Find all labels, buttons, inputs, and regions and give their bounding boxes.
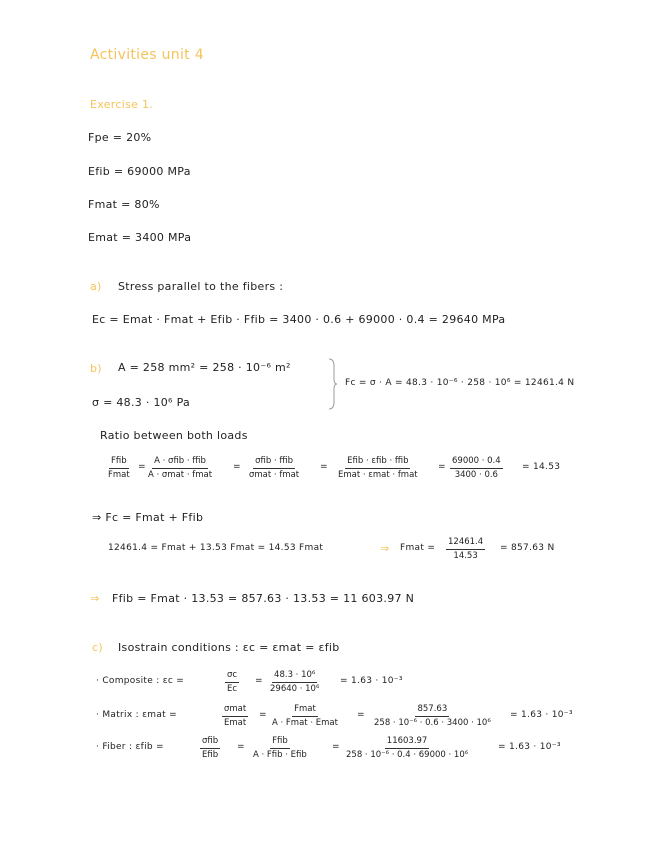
equals-sign: =: [259, 710, 267, 720]
composite-num: σc: [225, 670, 239, 683]
composite-label: · Composite : εc =: [96, 676, 185, 686]
matrix-fraction-3: [372, 704, 493, 729]
equals-sign: =: [320, 462, 328, 472]
part-b-area: A = 258 mm² = 258 · 10⁻⁶ m²: [118, 361, 291, 374]
fiber-label: · Fiber : εfib =: [96, 742, 164, 752]
ratio-f2-den: A · σmat · fmat: [148, 470, 213, 480]
ratio-f5-num: 69000 · 0.4: [450, 456, 503, 469]
part-c-heading: Isostrain conditions : εc = εmat = εfib: [118, 641, 340, 654]
ratio-fraction-4: [336, 456, 420, 481]
part-a-equation: Ec = Emat · Fmat + Efib · Ffib = 3400 · 0.6 + 69000 · 0.4 = 29640 MPa: [92, 313, 506, 326]
part-a-label: a): [90, 280, 102, 293]
matrix-num: σmat: [222, 704, 248, 717]
arrow-icon: ⇒: [90, 592, 100, 605]
composite-num2: 48.3 · 10⁶: [272, 670, 317, 683]
fiber-fraction-3: [344, 736, 470, 761]
part-b-label: b): [90, 362, 102, 375]
matrix-den2: A · Fmat · Emat: [272, 718, 338, 728]
fiber-num2: Ffib: [270, 736, 290, 749]
ratio-f5-den: 3400 · 0.6: [454, 470, 498, 480]
brace-icon: [327, 358, 337, 410]
fiber-num: σfib: [200, 736, 220, 749]
composite-fraction-1: [225, 670, 239, 695]
fiber-fraction-1: [200, 736, 220, 761]
part-a-heading: Stress parallel to the fibers :: [118, 280, 284, 293]
solve-den: 14.53: [453, 551, 478, 561]
equals-sign: =: [237, 742, 245, 752]
ratio-f2-num: A · σfib · ffib: [152, 456, 208, 469]
arrow-icon: ⇒: [380, 542, 390, 555]
equals-sign: =: [233, 462, 241, 472]
solve-result: = 857.63 N: [500, 543, 555, 553]
ratio-fraction-2: [146, 456, 214, 481]
ratio-result: = 14.53: [522, 462, 561, 472]
part-c-label: c): [92, 641, 103, 654]
ratio-f4-num: Efib · εfib · ffib: [345, 456, 410, 469]
matrix-label: · Matrix : εmat =: [96, 710, 177, 720]
matrix-fraction-2: [270, 704, 340, 729]
composite-den: Ec: [227, 684, 238, 694]
equals-sign: =: [357, 710, 365, 720]
fiber-num3: 11603.97: [385, 736, 430, 749]
fiber-result: = 1.63 · 10⁻³: [498, 742, 561, 752]
matrix-den: Emat: [224, 718, 247, 728]
equals-sign: =: [332, 742, 340, 752]
matrix-fraction-1: [222, 704, 248, 729]
solve-num: 12461.4: [446, 537, 485, 550]
matrix-num2: Fmat: [292, 704, 318, 717]
equals-sign: =: [138, 462, 146, 472]
composite-fraction-2: [268, 670, 321, 695]
ratio-f3-num: σfib · ffib: [253, 456, 295, 469]
matrix-num3: 857.63: [415, 704, 449, 717]
composite-result: = 1.63 · 10⁻³: [340, 676, 403, 686]
ratio-fraction-3: [247, 456, 301, 481]
composite-den2: 29640 · 10⁶: [270, 684, 320, 694]
fiber-den2: A · Ffib · Efib: [253, 750, 307, 760]
solve-fraction: [446, 537, 485, 562]
given-fiber-modulus: Efib = 69000 MPa: [88, 165, 191, 178]
fiber-den: Efib: [202, 750, 219, 760]
ratio-fraction-5: [450, 456, 503, 481]
solve-fmat-label: Fmat =: [400, 543, 436, 553]
equals-sign: =: [438, 462, 446, 472]
ratio-f1-den: Fmat: [108, 470, 130, 480]
equals-sign: =: [255, 676, 263, 686]
ratio-f4-den: Emat · εmat · fmat: [338, 470, 418, 480]
fiber-fraction-2: [251, 736, 309, 761]
ratio-heading: Ratio between both loads: [100, 429, 248, 442]
page-title: Activities unit 4: [90, 47, 204, 63]
given-fiber-fraction: Fpe = 20%: [88, 131, 152, 144]
exercise-heading: Exercise 1.: [90, 98, 154, 111]
ratio-fraction-1: [106, 456, 132, 481]
ratio-f3-den: σmat · fmat: [249, 470, 300, 480]
fiber-force: Ffib = Fmat · 13.53 = 857.63 · 13.53 = 11 603.97 N: [112, 592, 415, 605]
part-b-force: Fc = σ · A = 48.3 · 10⁻⁶ · 258 · 10⁶ = 12461.4 N: [345, 378, 575, 388]
fiber-den3: 258 · 10⁻⁶ · 0.4 · 69000 · 10⁶: [346, 750, 469, 760]
given-matrix-modulus: Emat = 3400 MPa: [88, 231, 192, 244]
solve-equation: 12461.4 = Fmat + 13.53 Fmat = 14.53 Fmat: [108, 543, 324, 553]
part-b-sigma: σ = 48.3 · 10⁶ Pa: [92, 396, 191, 409]
given-matrix-fraction: Fmat = 80%: [88, 198, 160, 211]
ratio-f1-num: Ffib: [109, 456, 129, 469]
matrix-den3: 258 · 10⁻⁶ · 0.6 · 3400 · 10⁶: [374, 718, 491, 728]
matrix-result: = 1.63 · 10⁻³: [510, 710, 573, 720]
force-sum: ⇒ Fc = Fmat + Ffib: [92, 511, 204, 524]
